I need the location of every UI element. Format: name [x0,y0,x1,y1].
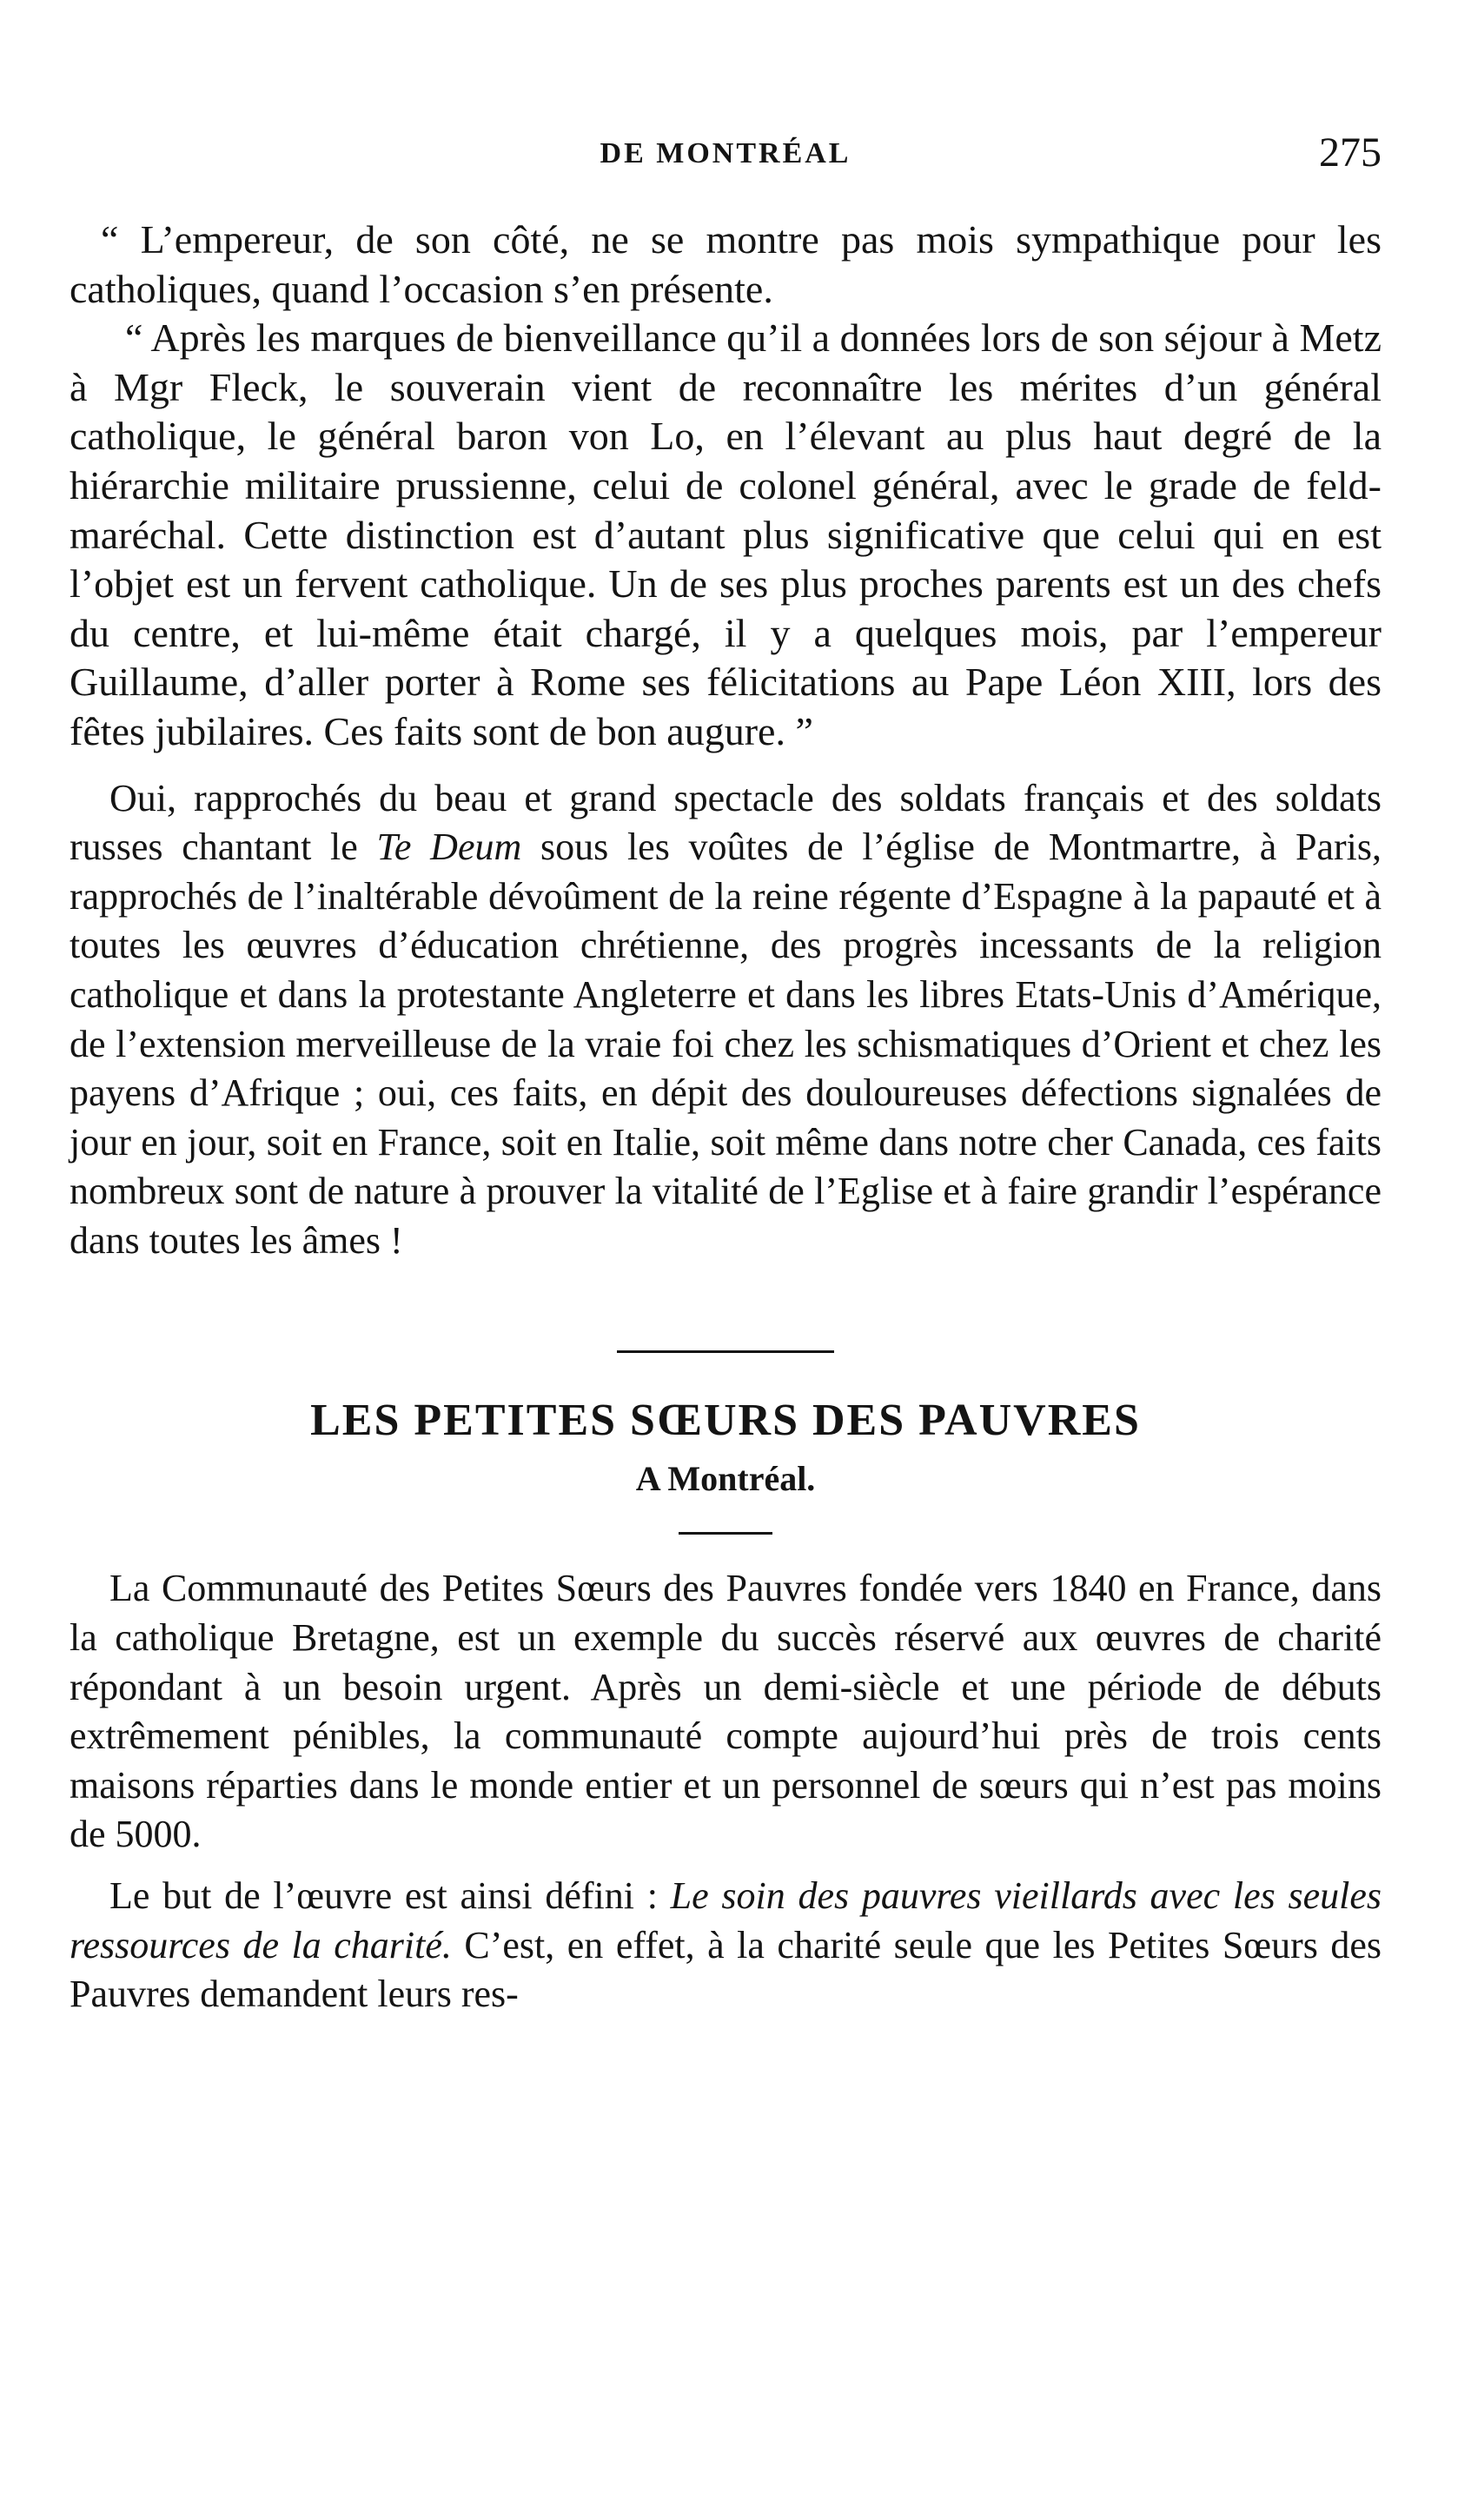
te-deum-italic: Te Deum [376,826,522,869]
paragraph-conclusion-text: Oui, rapprochés du beau et grand spectacle des soldats français et des soldats russes chantant le [70,776,1382,869]
paragraph-purpose-text-cont: C’est, en effet, à la charité seule que les Petites Sœurs des Pauvres demandent leurs res- [70,1923,1382,2016]
paragraph-purpose [70,1872,1382,2019]
article-subtitle: A Montréal. [635,1459,816,1499]
paragraph-conclusion-text-cont: sous les voûtes de l’église de Montmartre, à Paris, rapprochés de l’inaltérable dévoûment de la reine régente d’Espagne à la papauté et à toutes les œuvres d’éducation chrétienne, des progrès incessants de la religion catholique et dans la protestante Angleterre et dans les libres Etats-Unis d’Amérique, de l’extension merveilleuse de la vraie foi chez les schismatiques d’Orient et chez les payens d’Afrique ; oui, ces faits, en dépit des douloureuses défections signalées de jour en jour, soit en France, soit en Italie, soit même dans notre cher Canada, ces faits nombreux sont de nature à prouver la vitalité de l’Eglise et à faire grandir l’espérance dans toutes les âmes ! [70,826,1382,1262]
paragraph-quote-emperor: “ L’empereur, de son côté, ne se montre pas mois sympathique pour les catholiques, quand l’occasion s’en présente. [70,217,1382,311]
running-head: DE MONTRÉAL [600,137,851,169]
article-title: LES PETITES SŒURS DES PAUVRES [310,1396,1141,1446]
page-number: 275 [1319,129,1382,176]
purpose-definition-italic: Le soin des pauvres vieillards avec les seules ressources de la charité. [70,1874,1382,1966]
section-divider [617,1350,834,1353]
paragraph-community: La Communauté des Petites Sœurs des Pauvres fondée vers 1840 en France, dans la catholique Bretagne, est un exemple du succès réservé aux œuvres de charité répondant à un besoin urgent. Après un demi-siècle et une période de débuts extrêmement pénibles, la communauté compte aujourd’hui près de trois cents maisons réparties dans le monde entier et un personnel de sœurs qui n’est pas moins de 5000. [70,1567,1382,1856]
paragraph-conclusion [70,774,1382,1266]
paragraph-quote-general: “ Après les marques de bienveillance qu’il a données lors de son séjour à Metz à Mgr Fleck, le souverain vient de reconnaître les mérites d’un général catholique, le général baron von Lo, en l’élevant au plus haut degré de la hiérarchie militaire prussienne, celui de colonel général, avec le grade de feld-maréchal. Cette distinction est d’autant plus significative que celui qui en est l’objet est un fervent catholique. Un de ses plus proches parents est un des chefs du centre, et lui-même était chargé, il y a quelques mois, par l’empereur Guillaume, d’aller porter à Rome ses félicitations au Pape Léon XIII, lors des fêtes jubilaires. Ces faits sont de bon augure. ” [70,315,1382,753]
body-text [70,216,1382,2019]
page-header [70,129,1382,181]
title-divider [679,1532,772,1535]
paragraph-purpose-text: Le but de l’œuvre est ainsi défini : [109,1874,671,1918]
